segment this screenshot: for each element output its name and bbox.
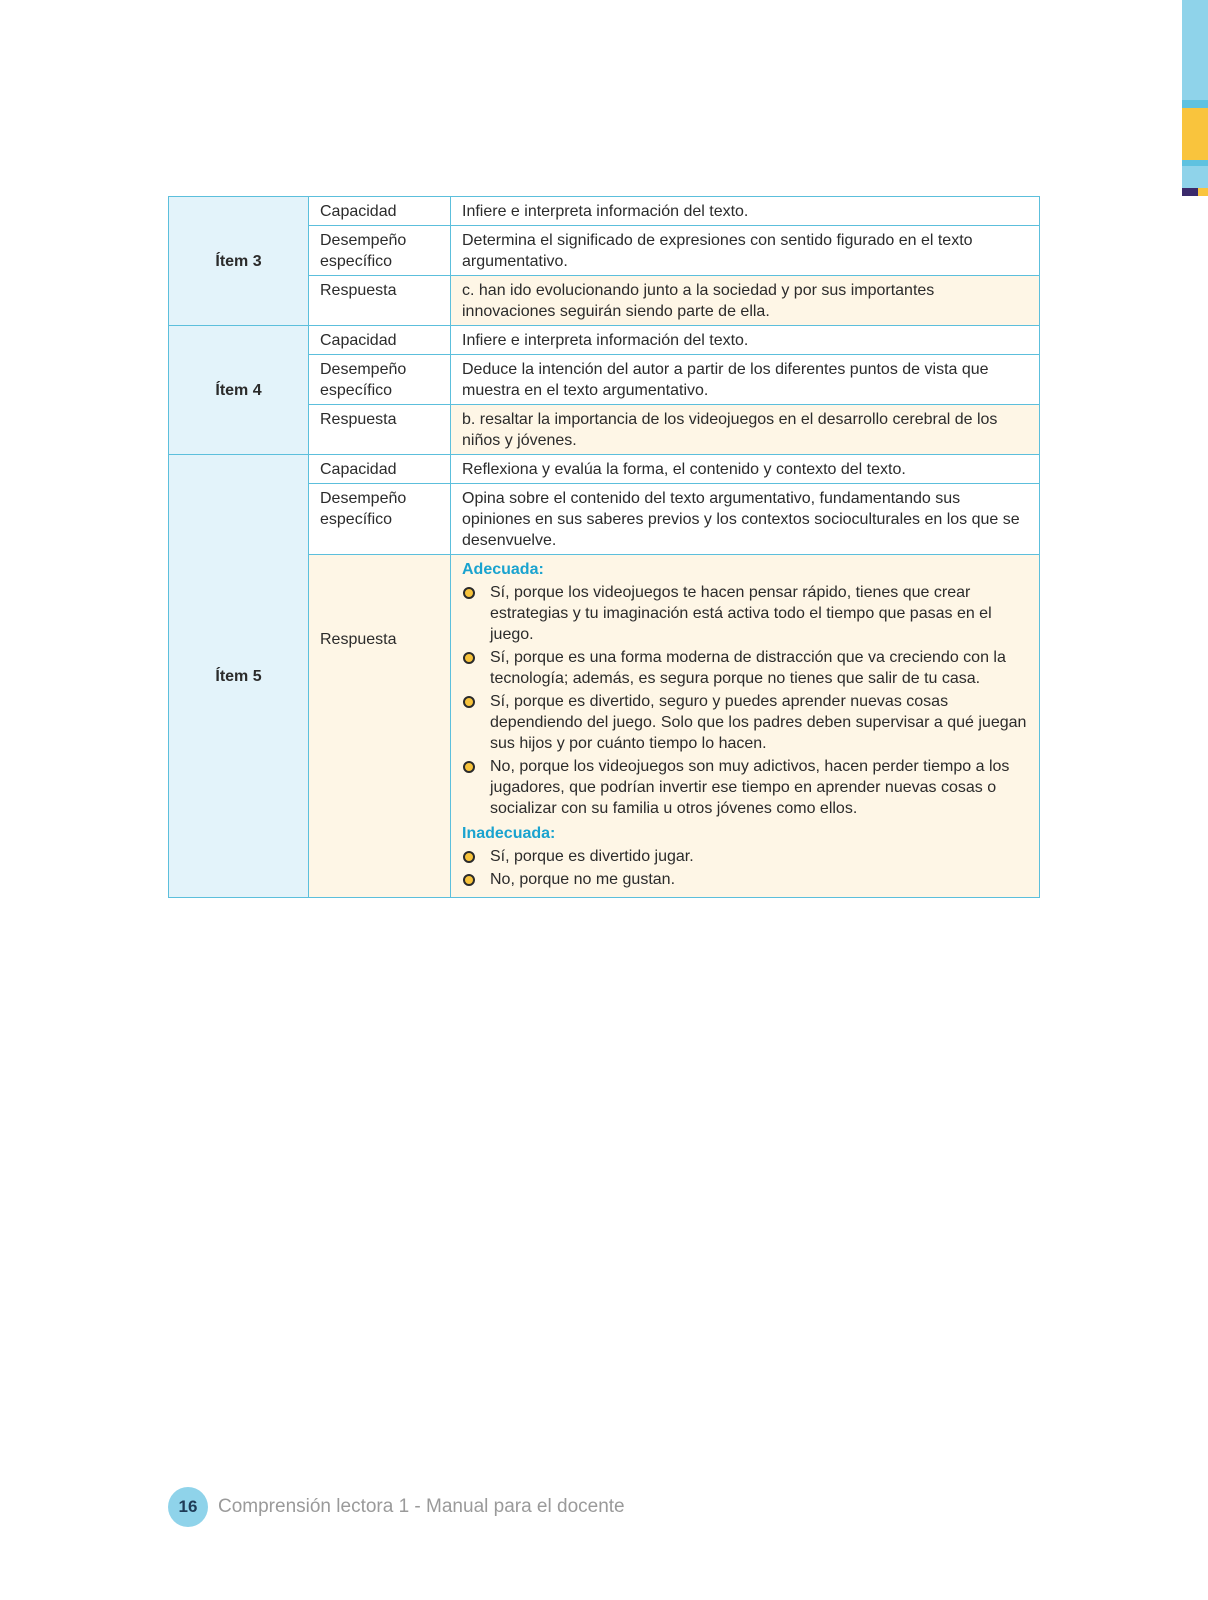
edge-color-tab [1182, 0, 1208, 200]
list-item [462, 582, 1029, 645]
respuesta-label: Respuesta [309, 276, 451, 326]
table-row [169, 455, 1040, 484]
table-row [169, 326, 1040, 355]
desempeno-text: Determina el significado de expresiones con sentido figurado en el texto argumentativo. [451, 226, 1040, 276]
capacidad-label: Capacidad [309, 326, 451, 355]
circle-bullet-icon [463, 652, 475, 664]
desempeno-label: Desempeño específico [309, 355, 451, 405]
item-label: Ítem 5 [169, 455, 309, 898]
capacidad-text: Infiere e interpreta información del texto. [451, 197, 1040, 226]
adecuada-heading: Adecuada: [462, 561, 544, 578]
list-item [462, 691, 1029, 754]
list-item-text: No, porque los videojuegos son muy adictivos, hacen perder tiempo a los jugadores, que podrían invertir ese tiempo en aprender nuevas cosas o socializar con su familia u otros jóvenes como ellos. [490, 758, 1010, 817]
inadecuada-list [462, 846, 1029, 890]
list-item [462, 647, 1029, 689]
capacidad-text: Reflexiona y evalúa la forma, el contenido y contexto del texto. [451, 455, 1040, 484]
table-row [169, 197, 1040, 226]
capacidad-label: Capacidad [309, 197, 451, 226]
desempeno-label: Desempeño específico [309, 226, 451, 276]
circle-bullet-icon [463, 851, 475, 863]
list-item-text: Sí, porque es divertido, seguro y puedes aprender nuevas cosas dependiendo del juego. Solo que los padres deben supervisar a qué juegan sus hijos y por cuánto tiempo lo hacen. [490, 693, 1027, 752]
capacidad-text: Infiere e interpreta información del texto. [451, 326, 1040, 355]
list-item [462, 869, 1029, 890]
item-label: Ítem 4 [169, 326, 309, 455]
list-item-text: Sí, porque los videojuegos te hacen pensar rápido, tienes que crear estrategias y tu imaginación está activa todo el tiempo que pasas en el juego. [490, 584, 992, 643]
page-number: 16 [168, 1487, 208, 1527]
respuesta-text: b. resaltar la importancia de los videojuegos en el desarrollo cerebral de los niños y jóvenes. [451, 405, 1040, 455]
footer-title: Comprensión lectora 1 - Manual para el docente [218, 1496, 625, 1517]
desempeno-label: Desempeño específico [309, 484, 451, 555]
list-item [462, 846, 1029, 867]
list-item [462, 756, 1029, 819]
circle-bullet-icon [463, 587, 475, 599]
respuesta-label: Respuesta [309, 405, 451, 455]
adecuada-list [462, 582, 1029, 819]
circle-bullet-icon [463, 761, 475, 773]
item-label: Ítem 3 [169, 197, 309, 326]
desempeno-text: Opina sobre el contenido del texto argumentativo, fundamentando sus opiniones en sus saberes previos y los contextos socioculturales en los que se desenvuelve. [451, 484, 1040, 555]
circle-bullet-icon [463, 874, 475, 886]
list-item-text: No, porque no me gustan. [490, 871, 676, 888]
respuesta-label: Respuesta [309, 555, 451, 898]
list-item-text: Sí, porque es una forma moderna de distracción que va creciendo con la tecnología; además, es segura porque no tienes que salir de tu casa. [490, 649, 1006, 687]
respuesta-cell [451, 555, 1040, 898]
rubric-table [168, 196, 1040, 898]
capacidad-label: Capacidad [309, 455, 451, 484]
list-item-text: Sí, porque es divertido jugar. [490, 848, 694, 865]
circle-bullet-icon [463, 696, 475, 708]
respuesta-text: c. han ido evolucionando junto a la sociedad y por sus importantes innovaciones seguirán siendo parte de ella. [451, 276, 1040, 326]
inadecuada-heading: Inadecuada: [462, 825, 556, 842]
desempeno-text: Deduce la intención del autor a partir de los diferentes puntos de vista que muestra en el texto argumentativo. [451, 355, 1040, 405]
